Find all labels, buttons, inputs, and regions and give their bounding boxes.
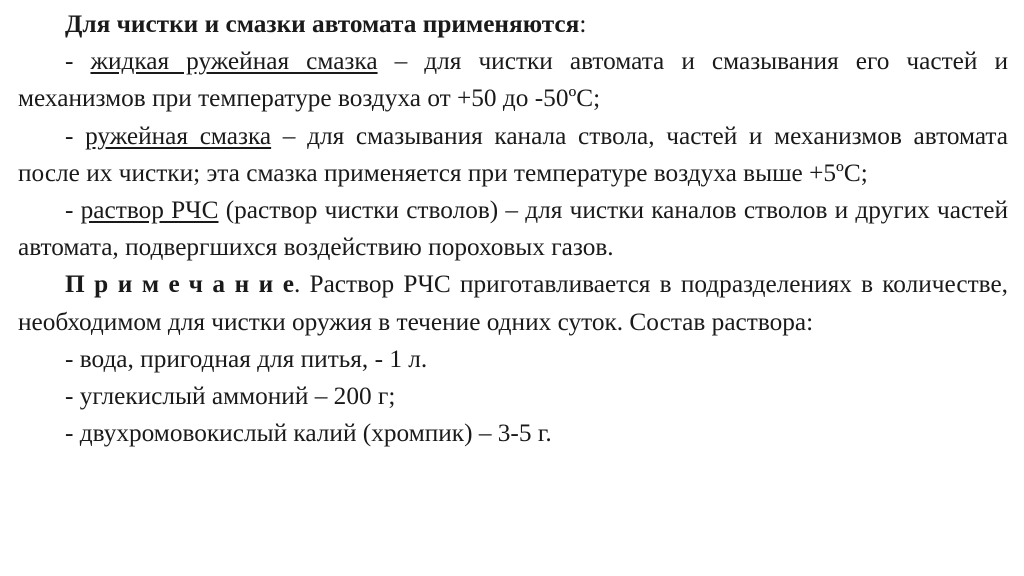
item-dash: - — [65, 121, 86, 150]
document-body — [18, 6, 1008, 452]
item-term: жидкая ружейная смазка — [90, 47, 378, 76]
composition-item: - углекислый аммоний – 200 г; — [65, 382, 396, 411]
item-text: – для чистки автомата и смазывания его частей и механизмов при температуре воздуха от +50 до -50ºС; — [18, 47, 1008, 113]
heading-colon: : — [579, 10, 587, 38]
note-label: Примечани — [65, 270, 283, 299]
item-dash: - — [65, 196, 81, 225]
item-text: (раствор чистки стволов) – для чистки каналов стволов и других частей автомата, подвергшихся воздействию пороховых газов. — [18, 196, 1009, 262]
composition-item: - двухромовокислый калий (хромпик) – 3-5 г. — [65, 419, 552, 448]
item-term: раствор РЧС — [80, 196, 219, 225]
list-item — [18, 192, 1008, 266]
note-label-last: е — [282, 270, 294, 299]
heading-title: Для чистки и смазки автомата применяются — [65, 10, 580, 38]
list-item — [18, 43, 1008, 117]
composition-item: - вода, пригодная для питья, - 1 л. — [65, 344, 428, 373]
list-item — [18, 118, 1008, 192]
note-paragraph — [18, 266, 1008, 340]
item-text: – для смазывания канала ствола, частей и механизмов автомата после их чистки; эта смазка применяется при температуре воздуха выше +5ºС; — [18, 121, 1008, 187]
note-text: . Раствор РЧС приготавливается в подразделениях в количестве, необходимом для чистки оружия в течение одних суток. Состав раствора: — [18, 270, 1008, 336]
heading-paragraph — [18, 6, 1008, 43]
item-term: ружейная смазка — [85, 121, 272, 150]
item-dash: - — [65, 47, 91, 76]
